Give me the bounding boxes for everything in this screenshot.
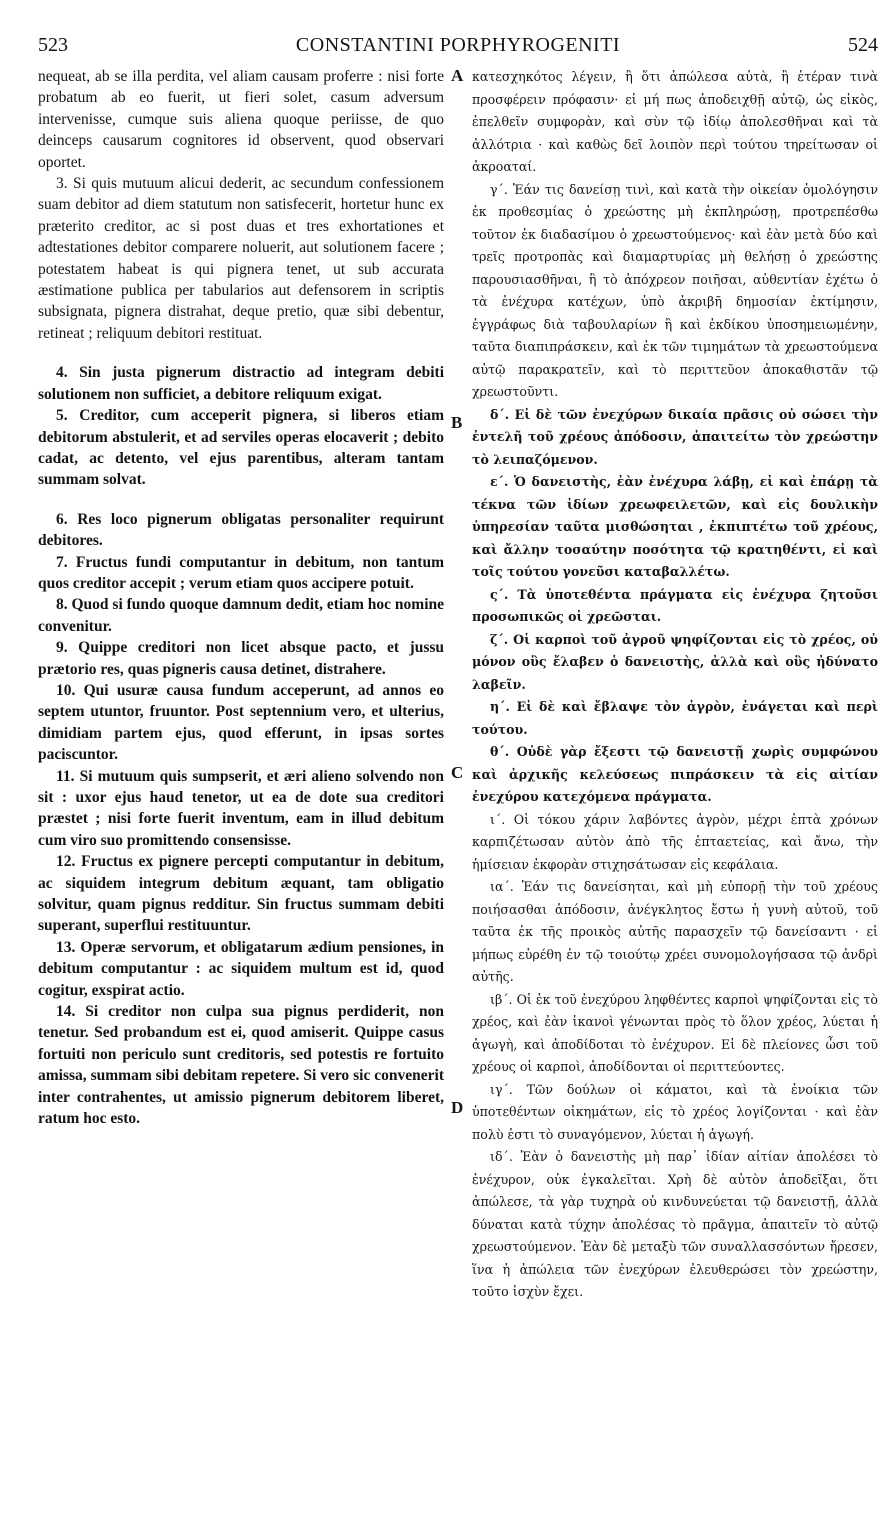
greek-paragraph-3: γ΄. Ἐάν τις δανείσῃ τινὶ, καὶ κατὰ τὴν οἰκείαν ὁμολόγησιν ἐκ προθεσμίας ὁ χρεώστης μὴ ἐκπληρώσῃ, προτρεπέσθω τοῦτον ἐκ διαδασίμου ὁ χρεωστούμενος· καὶ ἐὰν μετὰ δύο καὶ τρεῖς προτροπὰς καὶ διαμαρτυρίας μὴ θελήσῃ ὁ χρεώστης παρουσιασθῆναι, ἢ τὸ ἀπόχρεον ποιῆσαι, αὐθεντίαν ἐχέτω ὁ τὰ ἐνέχυρα κατέχων, ὑπὸ ἀκριβῆ δημοσίαν ἐκτίμησιν, ἐγγράφως διὰ ταβουλαρίων ἢ καὶ ἐκδίκου ὑποσημειωμένην, ταῦτα διαπιπράσκειν, καὶ ἐκ τῶν τιμημάτων τὰ χρεωστούμενα αὐτῷ παρακρατεῖν, καὶ τὸ περιττεῦον ἀποκαθιστᾶν τῷ χρεωστοῦντι.	[472, 181, 878, 399]
greek-paragraph-9: θ΄. Οὐδὲ γὰρ ἔξεστι τῷ δανειστῇ χωρὶς συμφώνου καὶ ἀρχικῆς κελεύσεως πιπράσκειν τὰ εἰς αἰτίαν ἐνεχύρου κατεχόμενα πράγματα.	[472, 744, 878, 804]
latin-paragraph-11: 11. Si mutuum quis sumpserit, et æri alieno solvendo non sit : uxor ejus haud tenetor, ut ea de dote sua creditori præstet ; nisi forte fuerit inventum, eam in illud debitum cum viro suo promittendo consensisse.	[38, 767, 444, 849]
greek-paragraph-11: ια΄. Ἐάν τις δανείσηται, καὶ μὴ εὐπορῇ τὴν τοῦ χρέους ποιήσασθαι ἀπόδοσιν, ἀνέγκλητος ἔστω ἡ γυνὴ αὐτοῦ, τοῦ ταῦτα ἐκ τῆς προικὸς αὐτῆς παρασχεῖν τῷ δανείσαντι · εἰ μήπως εὑρέθη ἐν τῷ τοιούτῳ χρέει συνομολογήσασα τῷ ἀνδρὶ αὐτῆς.	[472, 879, 878, 984]
greek-paragraph-continuation: κατεσχηκότος λέγειν, ἢ ὅτι ἀπώλεσα αὐτὰ, ἢ ἑτέραν τινὰ προσφέρειν πρόφασιν· εἰ μή πως ἀποδειχθῇ αὐτῷ, ὡς εἰκὸς, ἐπελθεῖν συμφορὰν, καὶ σὺν τῷ ἰδίῳ ἀπολεσθῆναι καὶ τὰ ἀλλότρια · καὶ καθὼς δεῖ λοιπὸν περὶ τούτου τηρείτωσαν οἱ ἀκροαταί.	[472, 69, 878, 174]
page-number-left: 523	[38, 34, 68, 56]
margin-marker-b: B	[451, 413, 463, 432]
greek-paragraph-14: ιδ΄. Ἐὰν ὁ δανειστὴς μὴ παρ᾽ ἰδίαν αἰτίαν ἀπολέσει τὸ ἐνέχυρον, οὐκ ἐγκαλεῖται. Χρὴ δὲ αὐτὸν ἀποδεῖξαι, ὅτι ἀπώλεσε, τὰ γὰρ τυχηρὰ οὐ κινδυνεύεται τῷ δανειστῇ, ἀλλὰ δύναται κατὰ τύχην ἀπολέσας τὸ πρᾶγμα, ἀπαιτεῖν τὸ αὐτῷ χρεωστούμενον. Ἐὰν δὲ μεταξὺ τῶν συναλλασσόντων ἤρεσεν, ἵνα ἡ ἀπώλεια τῶν ἐνεχύρων ἐλευθερώσει τὸν χρεώστην, τοῦτο ἰσχὺν ἔχει.	[472, 1149, 878, 1299]
margin-marker-d: D	[451, 1098, 464, 1117]
margin-marker-a: A	[451, 66, 464, 85]
latin-paragraph-5: 5. Creditor, cum acceperit pignera, si liberos etiam debitorum abstulerit, et ad serviles operas elocaverit ; debito cadat, ac detento, vel ejus parentibus, alteram tantam summam solvat.	[38, 407, 444, 489]
latin-paragraph-13: 13. Operæ servorum, et obligatarum ædium pensiones, in debitum computantur : ac siquidem multum est id, quod cogitur, exspirat actio.	[38, 938, 444, 999]
greek-paragraph-12: ιβ΄. Οἱ ἐκ τοῦ ἐνεχύρου ληφθέντες καρποὶ ψηφίζονται εἰς τὸ χρέος, καὶ ἐὰν ἱκανοὶ γένωνται πρὸς τὸ ὅλον χρέος, λύεται ἡ ἀγωγὴ, καὶ ἀποδίδοται τὸ ἐνέχυρον. Εἰ δὲ πλείονες ὦσι τοῦ χρέους οἱ καρποὶ, ἀποδίδονται οἱ περιττεύοντες.	[472, 991, 878, 1074]
latin-paragraph-6: 6. Res loco pignerum obligatas personaliter requirunt debitores.	[38, 510, 444, 550]
latin-paragraph-9: 9. Quippe creditori non licet absque pacto, et jussu prætorio res, quas pigneris causa detinet, distrahere.	[38, 639, 444, 678]
greek-paragraph-10: ι΄. Οἱ τόκου χάριν λαβόντες ἀγρὸν, μέχρι ἑπτὰ χρόνων καρπιζέτωσαν αὐτὸν ἀπὸ τῆς ἑπταετείας, καὶ ἄνω, τὴν ἡμίσειαν ἐκφορὰν στιχησάτωσαν εἰς κεφάλαια.	[472, 811, 878, 872]
greek-paragraph-8: η΄. Εἰ δὲ καὶ ἔβλαψε τὸν ἀγρὸν, ἐνάγεται καὶ περὶ τούτου.	[472, 699, 878, 737]
latin-paragraph-3: 3. Si quis mutuum alicui dederit, ac secundum confessionem suam debitor ad diem statutum non satisfecerit, hortetur hunc ex præterito creditor, ac si post duas et tres exhortationes et adtestationes debitor comparere noluerit, aut solutionem facere ; potestatem habeat is qui pignera tenet, ut sub accurata æstimatione publica per tabularios aut defensorem in scriptis subsignata, pignera distrahat, deque pretio, quæ sibi debentur, retineat ; reliquum debitori restituat.	[38, 175, 444, 342]
greek-paragraph-13: ιγ΄. Τῶν δούλων οἱ κάματοι, καὶ τὰ ἐνοίκια τῶν ὑποτεθέντων οἰκημάτων, εἰς τὸ χρέος λογίζονται · καὶ ἐὰν πολὺ ἐστι τὸ συναγόμενον, λύεται ἡ ἀγωγή.	[472, 1081, 878, 1142]
latin-paragraph-10: 10. Qui usuræ causa fundum acceperunt, ad annos eo septem utuntor, fruuntor. Post septennium vero, et ulterius, dimidiam partem ejus, quod efferunt, in ipsas sortes paciscuntor.	[38, 681, 444, 764]
page-header	[38, 34, 878, 58]
greek-paragraph-7: ζ΄. Οἱ καρποὶ τοῦ ἀγροῦ ψηφίζονται εἰς τὸ χρέος, οὐ μόνον οὓς ἔλαβεν ὁ δανειστὴς, ἀλλὰ καὶ οὓς ἠδύνατο λαβεῖν.	[472, 631, 878, 692]
latin-paragraph-7: 7. Fructus fundi computantur in debitum, non tantum quos creditor accepit ; verum etiam quos accipere potuit.	[38, 553, 444, 592]
greek-paragraph-6: ς΄. Τὰ ὑποτεθέντα πράγματα εἰς ἐνέχυρα ζητοῦσι προσωπικῶς οἱ χρεῶσται.	[472, 586, 878, 624]
greek-paragraph-4: δ΄. Εἰ δὲ τῶν ἐνεχύρων δικαία πρᾶσις οὐ σώσει τὴν ἐντελῆ τοῦ χρέους ἀπόδοσιν, ἀπαιτείτω τὸν χρεώστην τὸ λειπαζόμενον.	[472, 406, 878, 467]
latin-column	[38, 66, 444, 1130]
greek-paragraph-5: ε΄. Ὁ δανειστὴς, ἐὰν ἐνέχυρα λάβῃ, εἰ καὶ ἐπάρῃ τὰ τέκνα τῶν ἰδίων χρεωφειλετῶν, καὶ εἰς δουλικὴν ὑπηρεσίαν ταῦτα μισθώσηται , ἐκπιπτέτω τοῦ χρέους, καὶ ἄλλην τοσαύτην ποσότητα τῷ κρατηθέντι, εἰ καὶ τοῖς τούτου γονεῦσι καταβαλλέτω.	[472, 474, 878, 579]
greek-column	[472, 66, 878, 1304]
latin-paragraph-14: 14. Si creditor non culpa sua pignus perdiderit, non tenetur. Sed probandum est ei, quod amiserit. Quippe casus fortuiti non periculo sunt creditoris, sed potestis re fortuito amissa, summam sibi debitam repetere. Si vero sic convenerit inter contrahentes, ut amissio pignerum debitorem liberet, ratum hoc esto.	[38, 1003, 444, 1128]
page-number-right: 524	[848, 34, 878, 56]
running-title: CONSTANTINI PORPHYROGENITI	[295, 34, 621, 56]
latin-paragraph-8: 8. Quod si fundo quoque damnum dedit, etiam hoc nomine convenitur.	[38, 596, 445, 635]
margin-marker-c: C	[451, 763, 464, 782]
latin-paragraph-12: 12. Fructus ex pignere percepti computantur in debitum, ac siquidem integrum debitum æquant, tam obligatio solvitur, quam pignus redditur. Sin fructus summam debiti superant, superflui restituuntur.	[38, 853, 444, 935]
latin-paragraph-continuation: nequeat, ab se illa perdita, vel aliam causam proferre : nisi forte probatum ab eo fuerit, ut fieri solet, casum adversum intervenisse, cumque suis aliena quoque periisse, de quo deinceps causarum cognitores id observent, quod observari oportet.	[38, 68, 444, 171]
latin-paragraph-4: 4. Sin justa pignerum distractio ad integram debiti solutionem non sufficiet, a debitore reliquum exigat.	[38, 364, 444, 403]
